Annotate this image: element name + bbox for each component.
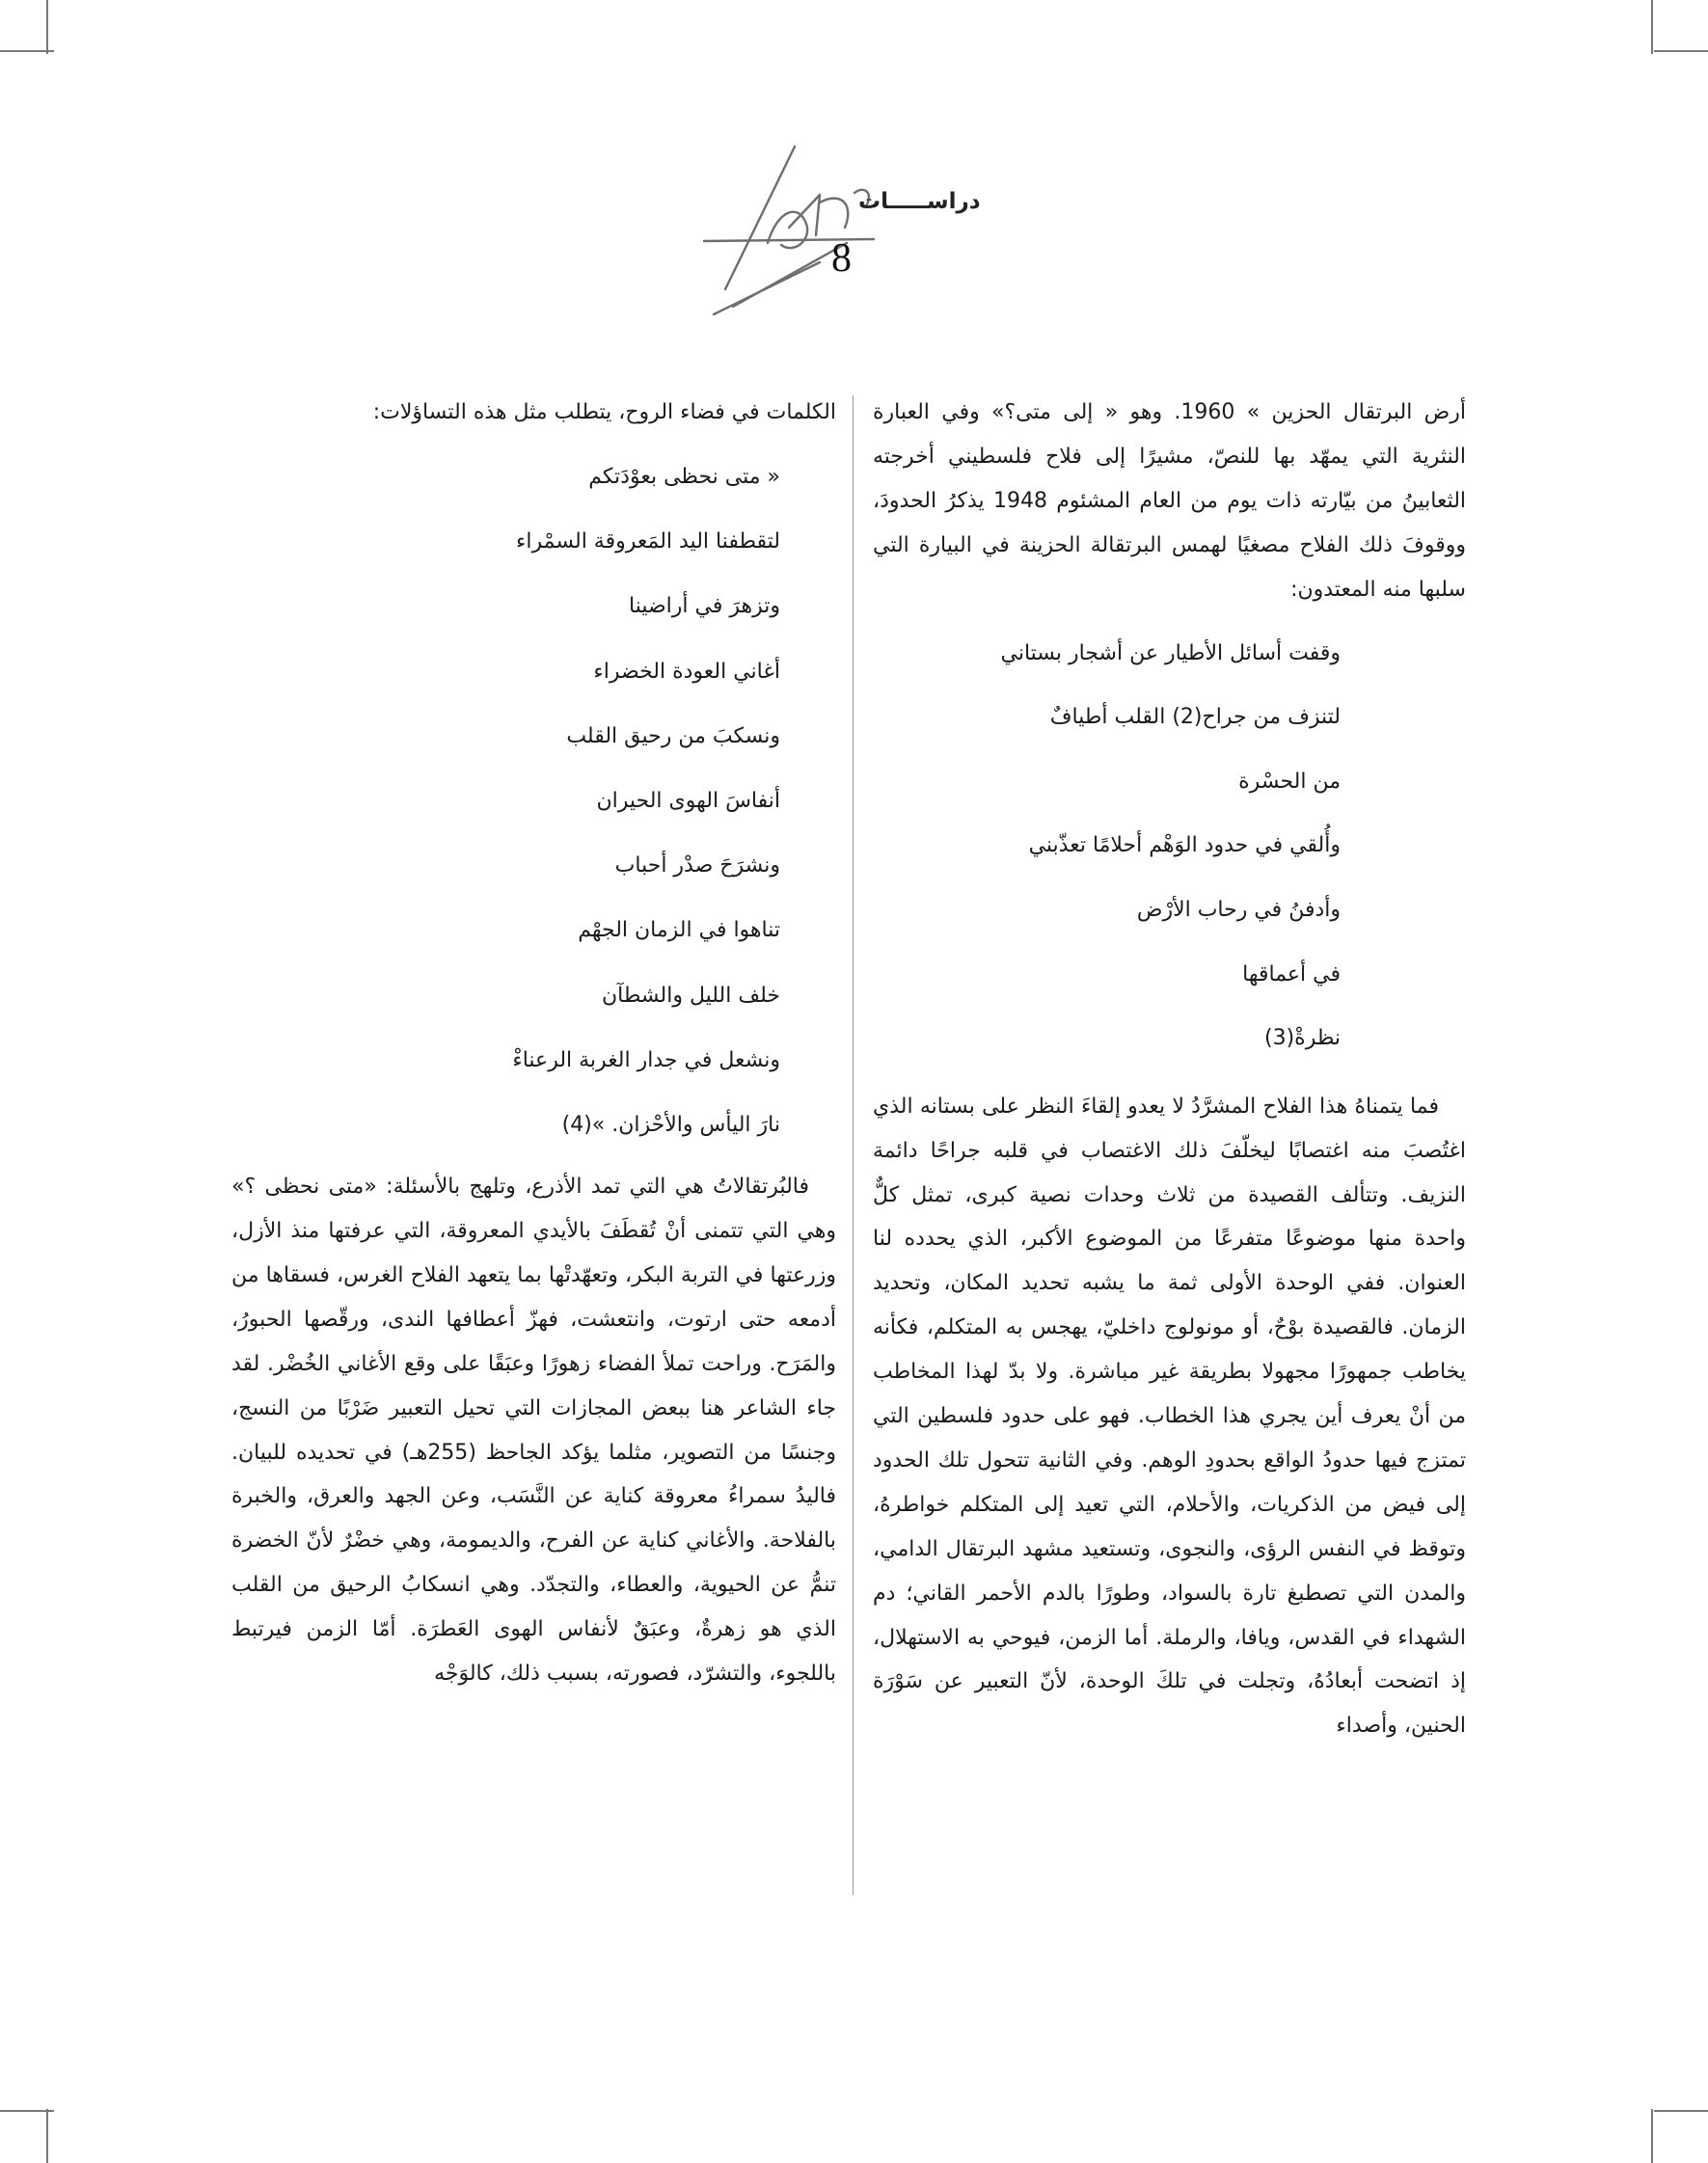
magazine-logo	[675, 135, 1022, 318]
right-column	[873, 391, 1466, 1748]
crop-mark	[1651, 0, 1653, 54]
crop-mark	[0, 50, 54, 52]
page-header	[675, 135, 1022, 318]
intro-paragraph: أرض البرتقال الحزين » 1960. وهو « إلى متى؟» وفي العبارة النثرية التي يمهّد بها للنصّ، مشيرًا إلى فلاح فلسطيني أخرجته الثعابينُ من بيّارته ذات يوم من العام المشئوم 1948 يذكرُ الحدودَ، ووقوفَ ذلك الفلاح مصغيًا لهمس البرتقالة الحزينة في البيارة التي سلبها منه المعتدون:	[873, 400, 1467, 602]
poem-line: نظرةْ(3)	[1263, 1026, 1341, 1051]
poem-line: أغاني العودة الخضراء	[593, 659, 780, 684]
page-number: 8	[831, 236, 852, 281]
poem-line: نارَ اليأس والأحْزان. »(4)	[561, 1112, 780, 1137]
poem-line: ونسكبَ من رحيق القلب	[566, 723, 780, 748]
body-paragraph: فالبُرتقالاتُ هي التي تمد الأذرع، وتلهج بالأسئلة: «متى نحظى ؟» وهي التي تتمنى أنْ تُقطَفَ بالأيدي المعروقة، التي عرفتها منذ الأزل، وزرعتها في التربة البكر، وتعهّدتْها بما يتعهد الفلاح الغرس، فسقاها من أدمعه حتى ارتوت، وانتعشت، فهزّ أعطافها الندى، ورقّصها الحبورُ، والمَرَح. وراحت تملأ الفضاء زهورًا وعبَقًا على وقع الأغاني الخُضْر. لقد جاء الشاعر هنا ببعض المجازات التي تحيل التعبير ضَرْبًا من النسج، وجنسًا من التصوير، مثلما يؤكد الجاحظ (255هـ) في تحديده للبيان. فاليدُ سمراءُ معروقة كناية عن النَّسَب، وعن الجهد والعرق، والخبرة بالفلاحة. والأغاني كناية عن الفرح، والديمومة، وهي خضْرٌ لأنّ الخضرة تنمُّ عن الحيوية، والعطاء، والتجدّد. وهي انسكابُ الرحيق من القلب الذي هو زهرةٌ، وعبَقٌ لأنفاس الهوى العَطرَة. أمّا الزمن فيرتبط باللجوء، والتشرّد، فصورته، بسبب ذلك، كالوَجْه	[231, 1175, 836, 1687]
crop-mark	[0, 2110, 54, 2112]
crop-mark	[46, 0, 48, 54]
poem-line: وأدفنُ في رحاب الأرْض	[1136, 897, 1341, 922]
poem-line: خلف الليل والشطآن	[601, 983, 780, 1008]
poem-line: وتزهرَ في أراضينا	[629, 594, 780, 619]
poem-line: ونشعل في جدار الغربة الرعناءْ	[512, 1047, 780, 1072]
crop-mark	[1654, 2110, 1708, 2112]
column-divider	[853, 395, 854, 1895]
poem-line: تناهوا في الزمان الجهْم	[578, 918, 780, 943]
poem-line: لتقطفنا اليد المَعروقة السمْراء	[516, 529, 780, 554]
poem-line: ونشرَحَ صدْر أحباب	[614, 853, 780, 879]
crop-mark	[1654, 50, 1708, 52]
poem-line: من الحسْرة	[1238, 769, 1341, 794]
poem-line: وقفت أسائل الأطيار عن أشجار بستاني	[1000, 640, 1341, 665]
poem-line: أنفاسَ الهوى الحيران	[596, 788, 780, 813]
section-label: دراســـــات	[858, 189, 981, 214]
poem-excerpt	[873, 622, 1466, 1071]
poem-line: في أعماقها	[1242, 961, 1341, 987]
poem-line: وأُلقي في حدود الوَهْم أحلامًا تعذّبني	[1028, 833, 1341, 858]
body-paragraph: فما يتمناهُ هذا الفلاح المشرَّدُ لا يعدو إلقاءَ النظر على بستانه الذي اغتُصبَ منه اغتصابًا ليخلّفَ ذلك الاغتصاب في قلبه جراحًا دائمة النزيف. وتتألف القصيدة من ثلاث وحدات نصية كبرى، تمثل كلٌّ واحدة منها موضوعًا متفرعًا من الموضوع الأكبر، الذي يحدده لنا العنوان. ففي الوحدة الأولى ثمة ما يشبه تحديد المكان، وتحديد الزمان. فالقصيدة بوْحٌ، أو مونولوج داخليّ، يهجس به المتكلم، فكأنه يخاطب جمهورًا مجهولا بطريقة غير مباشرة. ولا بدّ لهذا المخاطب من أنْ يعرف أين يجري هذا الخطاب. فهو على حدود فلسطين التي تمتزج فيها حدودُ الواقع بحدودِ الوهم. وفي الثانية تتحول تلك الحدود إلى فيض من الذكريات، والأحلام، التي تعيد إلى المتكلم خواطرهُ، وتوقظ في النفس الرؤى، والنجوى، وتستعيد مشهد البرتقال الدامي، والمدن التي تصطبغ تارة بالسواد، وطورًا بالدم الأحمر القاني؛ دم الشهداء في القدس، ويافا، والرملة. أما الزمن، فيوحي به الاستهلال، إذ اتضحت أبعادُهُ، وتجلت في تلكَ الوحدة، لأنّ التعبير عن سَوْرَة الحنين، وأصداء	[873, 1094, 1466, 1739]
intro-line: الكلمات في فضاء الروح، يتطلب مثل هذه التساؤلات:	[372, 400, 836, 424]
logo-text: أوراق	[793, 221, 843, 245]
crop-mark	[46, 2109, 48, 2163]
poem-line: « متى نحظى بعوْدَتكم	[588, 464, 780, 489]
poem-excerpt	[231, 445, 836, 1157]
poem-line: لتنزف من جراح(2) القلب أطيافٌ	[1049, 705, 1341, 730]
crop-mark	[1651, 2109, 1653, 2163]
left-column	[231, 391, 836, 1696]
